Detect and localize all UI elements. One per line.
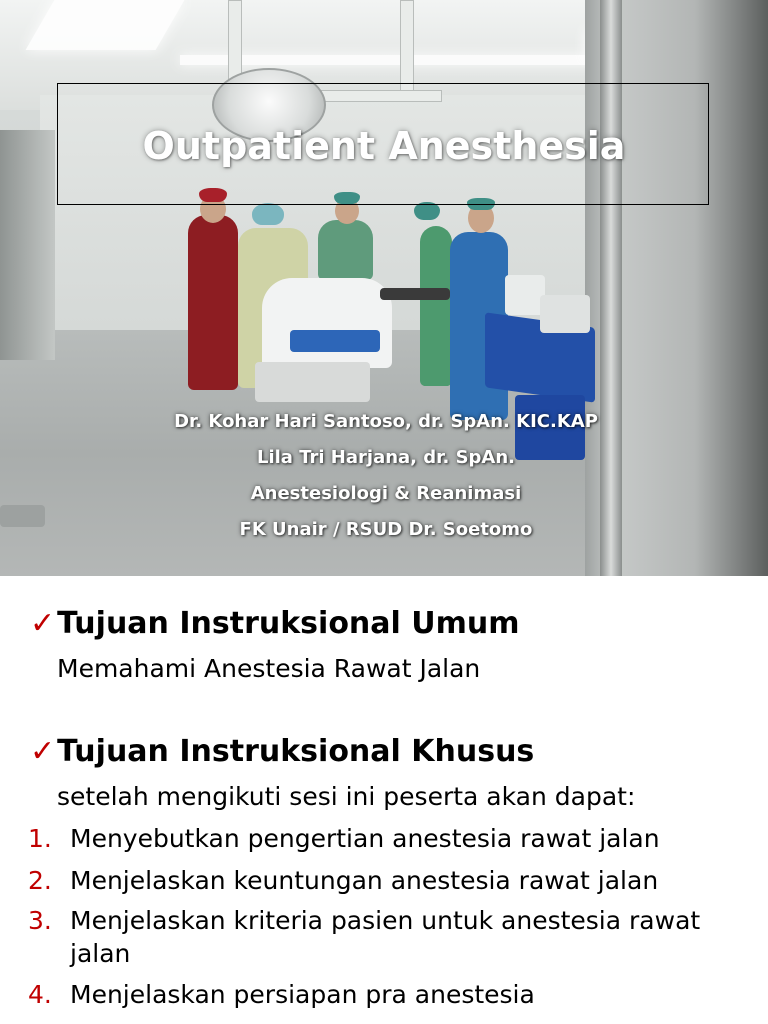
list-number: 4. bbox=[28, 980, 52, 1009]
list-number: 2. bbox=[28, 866, 52, 895]
list-item-text: Menjelaskan keuntungan anestesia rawat jalan bbox=[70, 866, 659, 895]
checkmark-icon: ✓ bbox=[30, 734, 56, 769]
objectives-slide bbox=[0, 576, 768, 1024]
list-item bbox=[28, 822, 760, 855]
credit-line: Anestesiologi & Reanimasi bbox=[250, 483, 522, 504]
list-number: 1. bbox=[28, 824, 52, 853]
author-credits bbox=[0, 404, 768, 548]
credit-line: Lila Tri Harjana, dr. SpAn. bbox=[256, 447, 516, 468]
list-item-text: Menjelaskan persiapan pra anestesia bbox=[70, 980, 535, 1009]
list-item-text: Menjelaskan kriteria pasien untuk anestesia rawat jalan bbox=[70, 906, 701, 968]
general-objective-text: Memahami Anestesia Rawat Jalan bbox=[57, 654, 481, 683]
specific-objective-heading: ✓Tujuan Instruksional Khusus bbox=[30, 734, 535, 769]
specific-objective-intro: setelah mengikuti sesi ini peserta akan dapat: bbox=[57, 782, 636, 811]
list-number: 3. bbox=[28, 906, 52, 935]
slide-title: Outpatient Anesthesia bbox=[142, 124, 626, 168]
list-item bbox=[28, 904, 730, 970]
list-item bbox=[28, 978, 760, 1011]
credit-line: FK Unair / RSUD Dr. Soetomo bbox=[239, 519, 533, 540]
checkmark-icon: ✓ bbox=[30, 606, 56, 641]
general-objective-heading: ✓Tujuan Instruksional Umum bbox=[30, 606, 520, 641]
list-item bbox=[28, 864, 760, 897]
credit-line: Dr. Kohar Hari Santoso, dr. SpAn. KIC.KAP bbox=[174, 411, 598, 432]
list-item-text: Menyebutkan pengertian anestesia rawat jalan bbox=[70, 824, 660, 853]
